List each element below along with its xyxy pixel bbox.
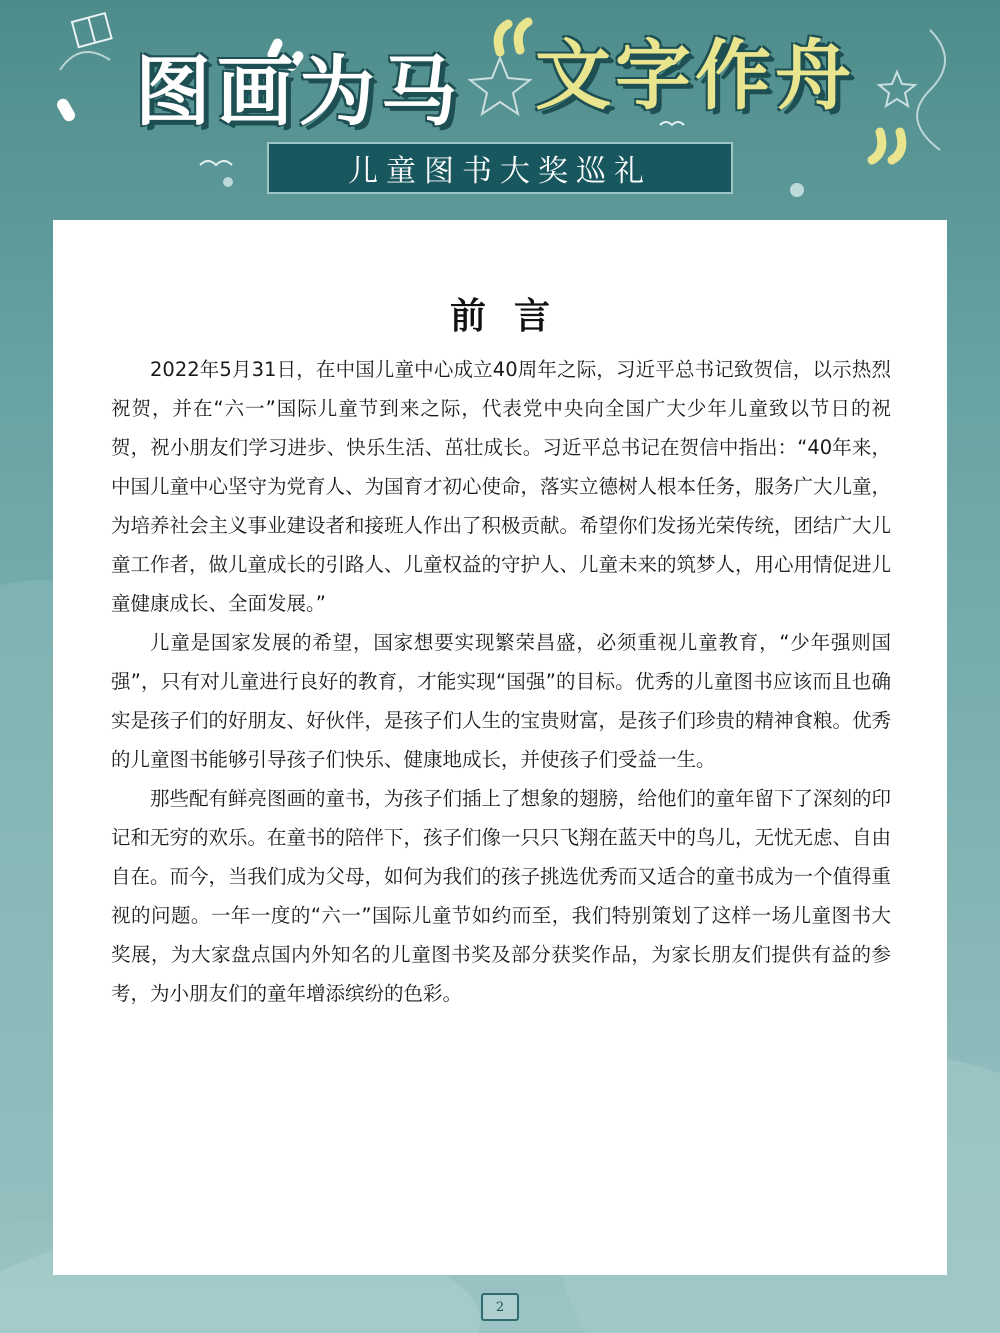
- swirl-decoration: [917, 30, 945, 150]
- quote-close-icon: [872, 132, 902, 160]
- paragraph-2: 儿童是国家发展的希望，国家想要实现繁荣昌盛，必须重视儿童教育，“少年强则国强”，只有对儿童进行良好的教育，才能实现“国强”的目标。优秀的儿童图书应该而且也确实是孩子们的好朋友、好伙伴，是孩子们人生的宝贵财富，是孩子们珍贵的精神食粮。优秀的儿童图书能够引导孩子们快乐、健康地成长，并使孩子们受益一生。: [111, 631, 892, 771]
- star-icon: [470, 58, 530, 114]
- body-text: [111, 350, 891, 1013]
- paragraph-1: 2022年5月31日，在中国儿童中心成立40周年之际，习近平总书记致贺信，以示热烈祝贺，并在“六一”国际儿童节到来之际，代表党中央向全国广大少年儿童致以节日的祝贺，祝小朋友们学习进步、快乐生活、茁壮成长。习近平总书记在贺信中指出：“40年来，中国儿童中心坚守为党育人、为国育才初心使命，落实立德树人根本任务，服务广大儿童，为培养社会主义事业建设者和接班人作出了积极贡献。希望你们发扬光荣传统，团结广大儿童工作者，做儿童成长的引路人、儿童权益的守护人、儿童未来的筑梦人，用心用情促进儿童健康成长、全面发展。”: [111, 358, 892, 615]
- swirl-decoration: [60, 52, 110, 70]
- book-icon: [72, 13, 112, 47]
- bird-icon: [200, 161, 232, 165]
- dot-decoration: [223, 177, 233, 187]
- page-number: 2: [481, 1293, 519, 1321]
- title-left: 图画为马: [135, 47, 463, 136]
- bird-icon: [660, 122, 684, 125]
- quote-open-icon: [498, 22, 528, 52]
- content-card: [53, 220, 947, 1275]
- subtitle-banner: [267, 142, 733, 194]
- subtitle-text: 儿童图书大奖巡礼: [348, 154, 652, 189]
- paragraph-3: 那些配有鲜亮图画的童书，为孩子们插上了想象的翅膀，给他们的童年留下了深刻的印记和无穷的欢乐。在童书的陪伴下，孩子们像一只只飞翔在蓝天中的鸟儿，无忧无虑、自由自在。而今，当我们成为父母，如何为我们的孩子挑选优秀而又适合的童书成为一个值得重视的问题。一年一度的“六一”国际儿童节如约而至，我们特别策划了这样一场儿童图书大奖展，为大家盘点国内外知名的儿童图书奖及部分获奖作品，为家长朋友们提供有益的参考，为小朋友们的童年增添缤纷的色彩。: [111, 787, 892, 1005]
- dot-decoration: [790, 183, 804, 197]
- page-heading: 前言: [449, 295, 578, 337]
- dash-decoration: [55, 97, 77, 124]
- star-icon: [879, 72, 915, 106]
- title-right: 文字作舟: [535, 31, 855, 120]
